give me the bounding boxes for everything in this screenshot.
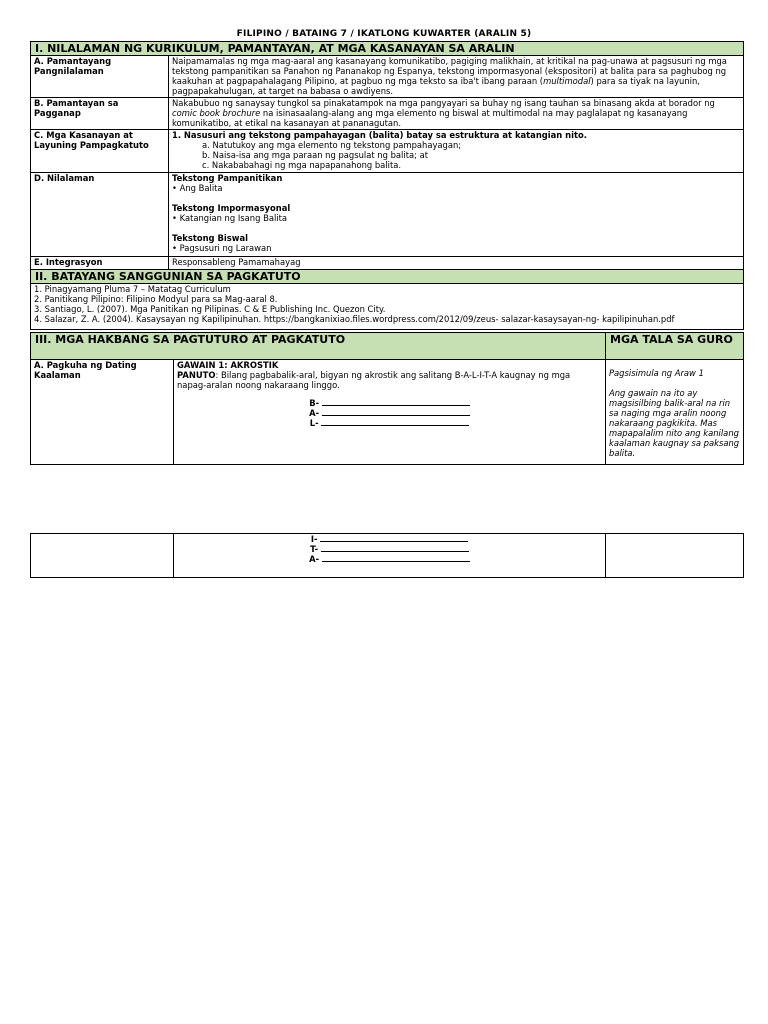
continuation-notes-cell bbox=[606, 534, 744, 578]
continuation-label-cell bbox=[31, 534, 174, 578]
learning-competencies-label: C. Mga Kasanayan at Layuning Pampagkatuto bbox=[31, 130, 169, 173]
acrostic-line: B- bbox=[177, 398, 602, 408]
content-label: D. Nilalaman bbox=[31, 173, 169, 257]
teacher-notes-heading: MGA TALA SA GURO bbox=[606, 333, 744, 360]
competency-item: c. Nakababahagi ng mga napapanahong balita. bbox=[202, 160, 402, 170]
teacher-notes bbox=[606, 360, 744, 465]
content-standard-label: A. Pamantayang Pangnilalaman bbox=[31, 56, 169, 98]
section-1-heading: I. NILALAMAN NG KURIKULUM, PAMANTAYAN, AT MGA KASANAYAN SA ARALIN bbox=[31, 42, 744, 56]
section-2-heading: II. BATAYANG SANGGUNIAN SA PAGKATUTO bbox=[31, 270, 744, 284]
content-item: • Pagsusuri ng Larawan bbox=[172, 243, 272, 253]
performance-standard-label: B. Pamantayan sa Pagganap bbox=[31, 98, 169, 130]
content-standard-text: Naipamamalas ng mga mag-aaral ang kasanayang komunikatibo, pagiging malikhain, at kritikal na pag-unawa at pagsusuri ng mga tekstong pampanitikan sa Panahon ng Pananakop ng Espanya, tekstong impormasyonal (ekspositori) at balita para sa paghubog ng kaakuhan at pagpapahalagang Pilipino, at pagbuo ng mga teksto sa iba't ibang paraan (multimodal) para sa tiyak na layunin, pagpapakahulugan, at target na babasa o awdiyens. bbox=[169, 56, 744, 98]
steps-table bbox=[30, 332, 744, 465]
acrostic-line: A- bbox=[177, 408, 602, 418]
acrostic-line: T- bbox=[177, 544, 602, 554]
activity-title: GAWAIN 1: AKROSTIK bbox=[177, 360, 279, 370]
continuation-activity-cell bbox=[174, 534, 606, 578]
learning-competencies bbox=[169, 130, 744, 173]
performance-standard-text: Nakabubuo ng sanaysay tungkol sa pinakatampok na mga pangyayari sa buhay ng isang tauhan sa binasang akda at borador ng comic book brochure na isinasaalang-alang ang mga elemento ng biswal at multimodal na may paglalapat ng kasanayang komunikatibo, at etikal na kasanayan at pananagutan. bbox=[169, 98, 744, 130]
lesson-plan-table bbox=[30, 41, 744, 330]
section-3-heading: III. MGA HAKBANG SA PAGTUTURO AT PAGKATUTO bbox=[31, 333, 606, 360]
content-heading: Tekstong Pampanitikan bbox=[172, 173, 283, 183]
content-list bbox=[169, 173, 744, 257]
content-item: • Ang Balita bbox=[172, 183, 223, 193]
content-heading: Tekstong Biswal bbox=[172, 233, 248, 243]
reference-item: 3. Santiago, L. (2007). Mga Panitikan ng Pilipinas. C & E Publishing Inc. Quezon City. bbox=[34, 304, 386, 314]
prior-knowledge-label: A. Pagkuha ng Dating Kaalaman bbox=[31, 360, 174, 465]
activity-instructions: PANUTO: Bilang pagbabalik-aral, bigyan ng akrostik ang salitang B-A-L-I-T-A kaugnay ng mga napag-aralan noong nakaraang linggo. bbox=[177, 370, 571, 390]
integration-label: E. Integrasyon bbox=[31, 257, 169, 270]
reference-item: 1. Pinagyamang Pluma 7 – Matatag Curriculum bbox=[34, 284, 231, 294]
acrostic-line: L- bbox=[177, 418, 602, 428]
competency-item: b. Naisa-isa ang mga paraan ng pagsulat ng balita; at bbox=[202, 150, 429, 160]
integration-text: Responsableng Pamamahayag bbox=[169, 257, 744, 270]
acrostic-line: I- bbox=[177, 534, 602, 544]
references-list bbox=[31, 284, 744, 330]
competency-main: 1. Nasusuri ang tekstong pampahayagan (balita) batay sa estruktura at katangian nito. bbox=[172, 130, 587, 140]
competency-item: a. Natutukoy ang mga elemento ng tekstong pampahayagan; bbox=[202, 140, 462, 150]
content-heading: Tekstong Impormasyonal bbox=[172, 203, 291, 213]
content-item: • Katangian ng Isang Balita bbox=[172, 213, 288, 223]
document-title: FILIPINO / BATAING 7 / IKATLONG KUWARTER (ARALIN 5) bbox=[236, 29, 532, 39]
notes-text: Ang gawain na ito ay magsisilbing balik-aral na rin sa naging mga aralin noong nakaraang pagkikita. Mas mapapalalim nito ang kanilang kaalaman kaugnay sa paksang balita. bbox=[609, 388, 740, 458]
reference-item: 4. Salazar, Z. A. (2004). Kasaysayan ng Kapilipinuhan. https://bangkanixiao.files.wordpress.com/2012/09/zeus- salazar-kasaysayan-ng- kapilipinuhan.pdf bbox=[34, 314, 675, 324]
activity-cell bbox=[174, 360, 606, 465]
acrostic-line: A- bbox=[177, 554, 602, 564]
continuation-table bbox=[30, 533, 744, 578]
notes-day: Pagsisimula ng Araw 1 bbox=[609, 368, 704, 378]
reference-item: 2. Panitikang Pilipino: Filipino Modyul para sa Mag-aaral 8. bbox=[34, 294, 278, 304]
